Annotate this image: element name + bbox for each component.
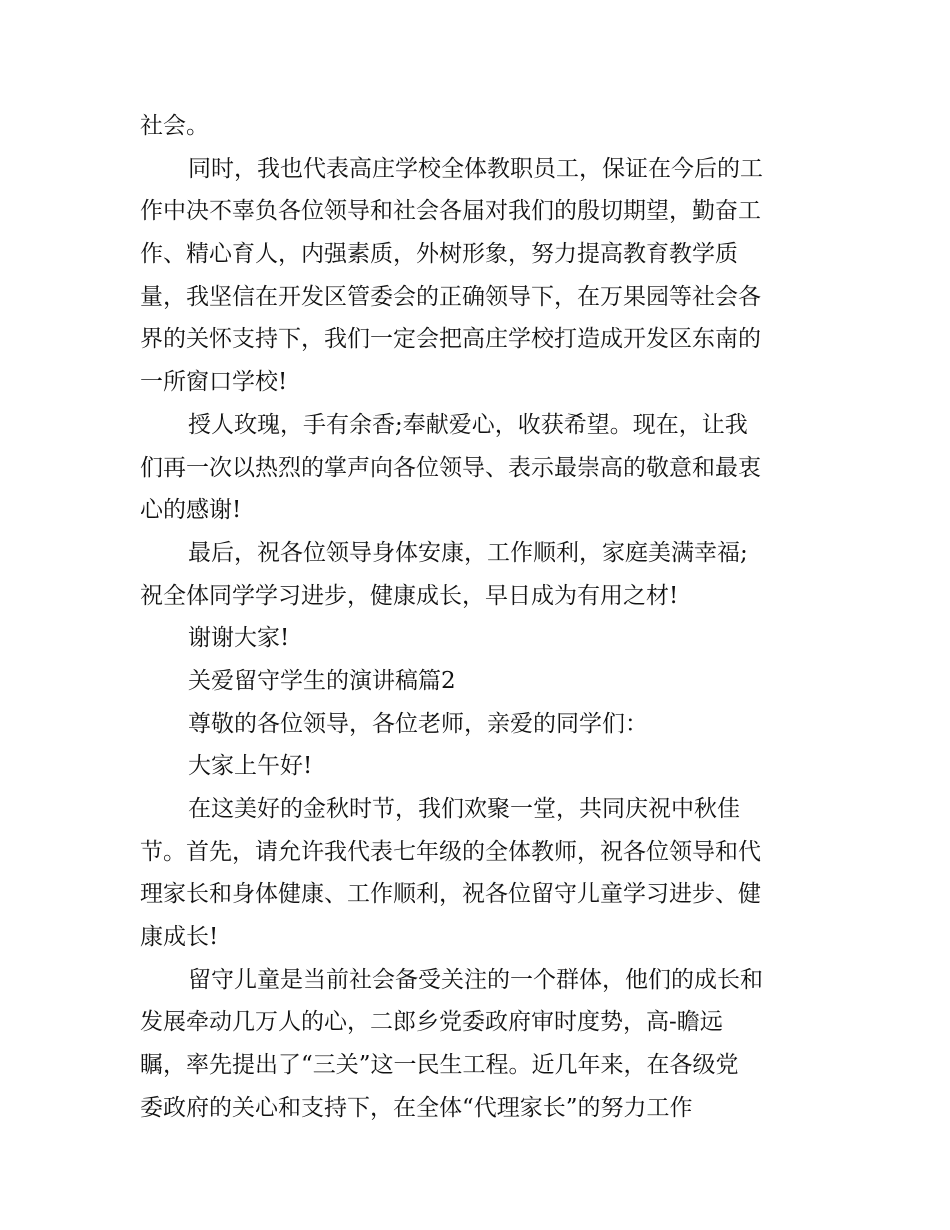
text-line: 祝全体同学学习进步，健康成长，早日成为有用之材! [140,582,679,609]
paragraph-salutation [140,703,820,746]
heading-text: 关爱留守学生的演讲稿篇2 [188,667,456,694]
paragraph-greeting [140,745,820,788]
text-line: 在这美好的金秋时节，我们欢聚一堂，共同庆祝中秋佳 [188,796,740,822]
text-line: 量，我坚信在开发区管委会的正确领导下，在万果园等社会各 [140,283,761,310]
text-line: 社会。 [140,113,209,139]
text-line: 们再一次以热烈的掌声向各位领导、表示最崇高的敬意和最衷 [140,454,761,481]
paragraph-continuation [140,105,820,148]
paragraph-gratitude [140,404,820,532]
text-line: 授人玫瑰，手有余香;奉献爱心，收获希望。现在，让我 [188,411,748,438]
text-line: 作、精心育人，内强素质，外树形象，努力提高教育教学质 [140,241,738,268]
text-line: 康成长! [140,924,219,951]
paragraph-left-behind-children [140,959,820,1130]
text-line: 作中决不辜负各位领导和社会各届对我们的殷切期望，勤奋工 [140,198,761,225]
paragraph-thanks [140,617,820,660]
document-body [140,105,820,1130]
text-line: 理家长和身体健康、工作顺利，祝各位留守儿童学习进步、健 [140,881,761,908]
section-heading [140,660,820,703]
text-line: 一所窗口学校! [140,369,288,396]
text-line: 最后，祝各位领导身体安康，工作顺利，家庭美满幸福; [188,539,748,566]
text-line: 委政府的关心和支持下，在全体“代理家长”的努力工作 [140,1094,693,1121]
paragraph-commitment [140,148,820,404]
text-line: 发展牵动几万人的心，二郎乡党委政府审时度势，高-瞻远 [140,1009,723,1036]
text-line: 同时，我也代表高庄学校全体教职员工，保证在今后的工 [188,155,763,182]
paragraph-festival [140,788,820,959]
text-line: 谢谢大家! [188,625,290,652]
text-line: 尊敬的各位领导，各位老师，亲爱的同学们： [188,710,648,737]
text-line: 心的感谢! [140,497,242,524]
paragraph-wishes [140,532,820,617]
text-line: 界的关怀支持下，我们一定会把高庄学校打造成开发区东南的 [140,326,761,353]
text-line: 节。首先，请允许我代表七年级的全体教师，祝各位领导和代 [140,838,761,865]
text-line: 大家上午好! [188,753,313,780]
text-line: 瞩，率先提出了“三关”这一民生工程。近几年来，在各级党 [140,1052,739,1079]
text-line: 留守儿童是当前社会备受关注的一个群体，他们的成长和 [188,966,763,993]
